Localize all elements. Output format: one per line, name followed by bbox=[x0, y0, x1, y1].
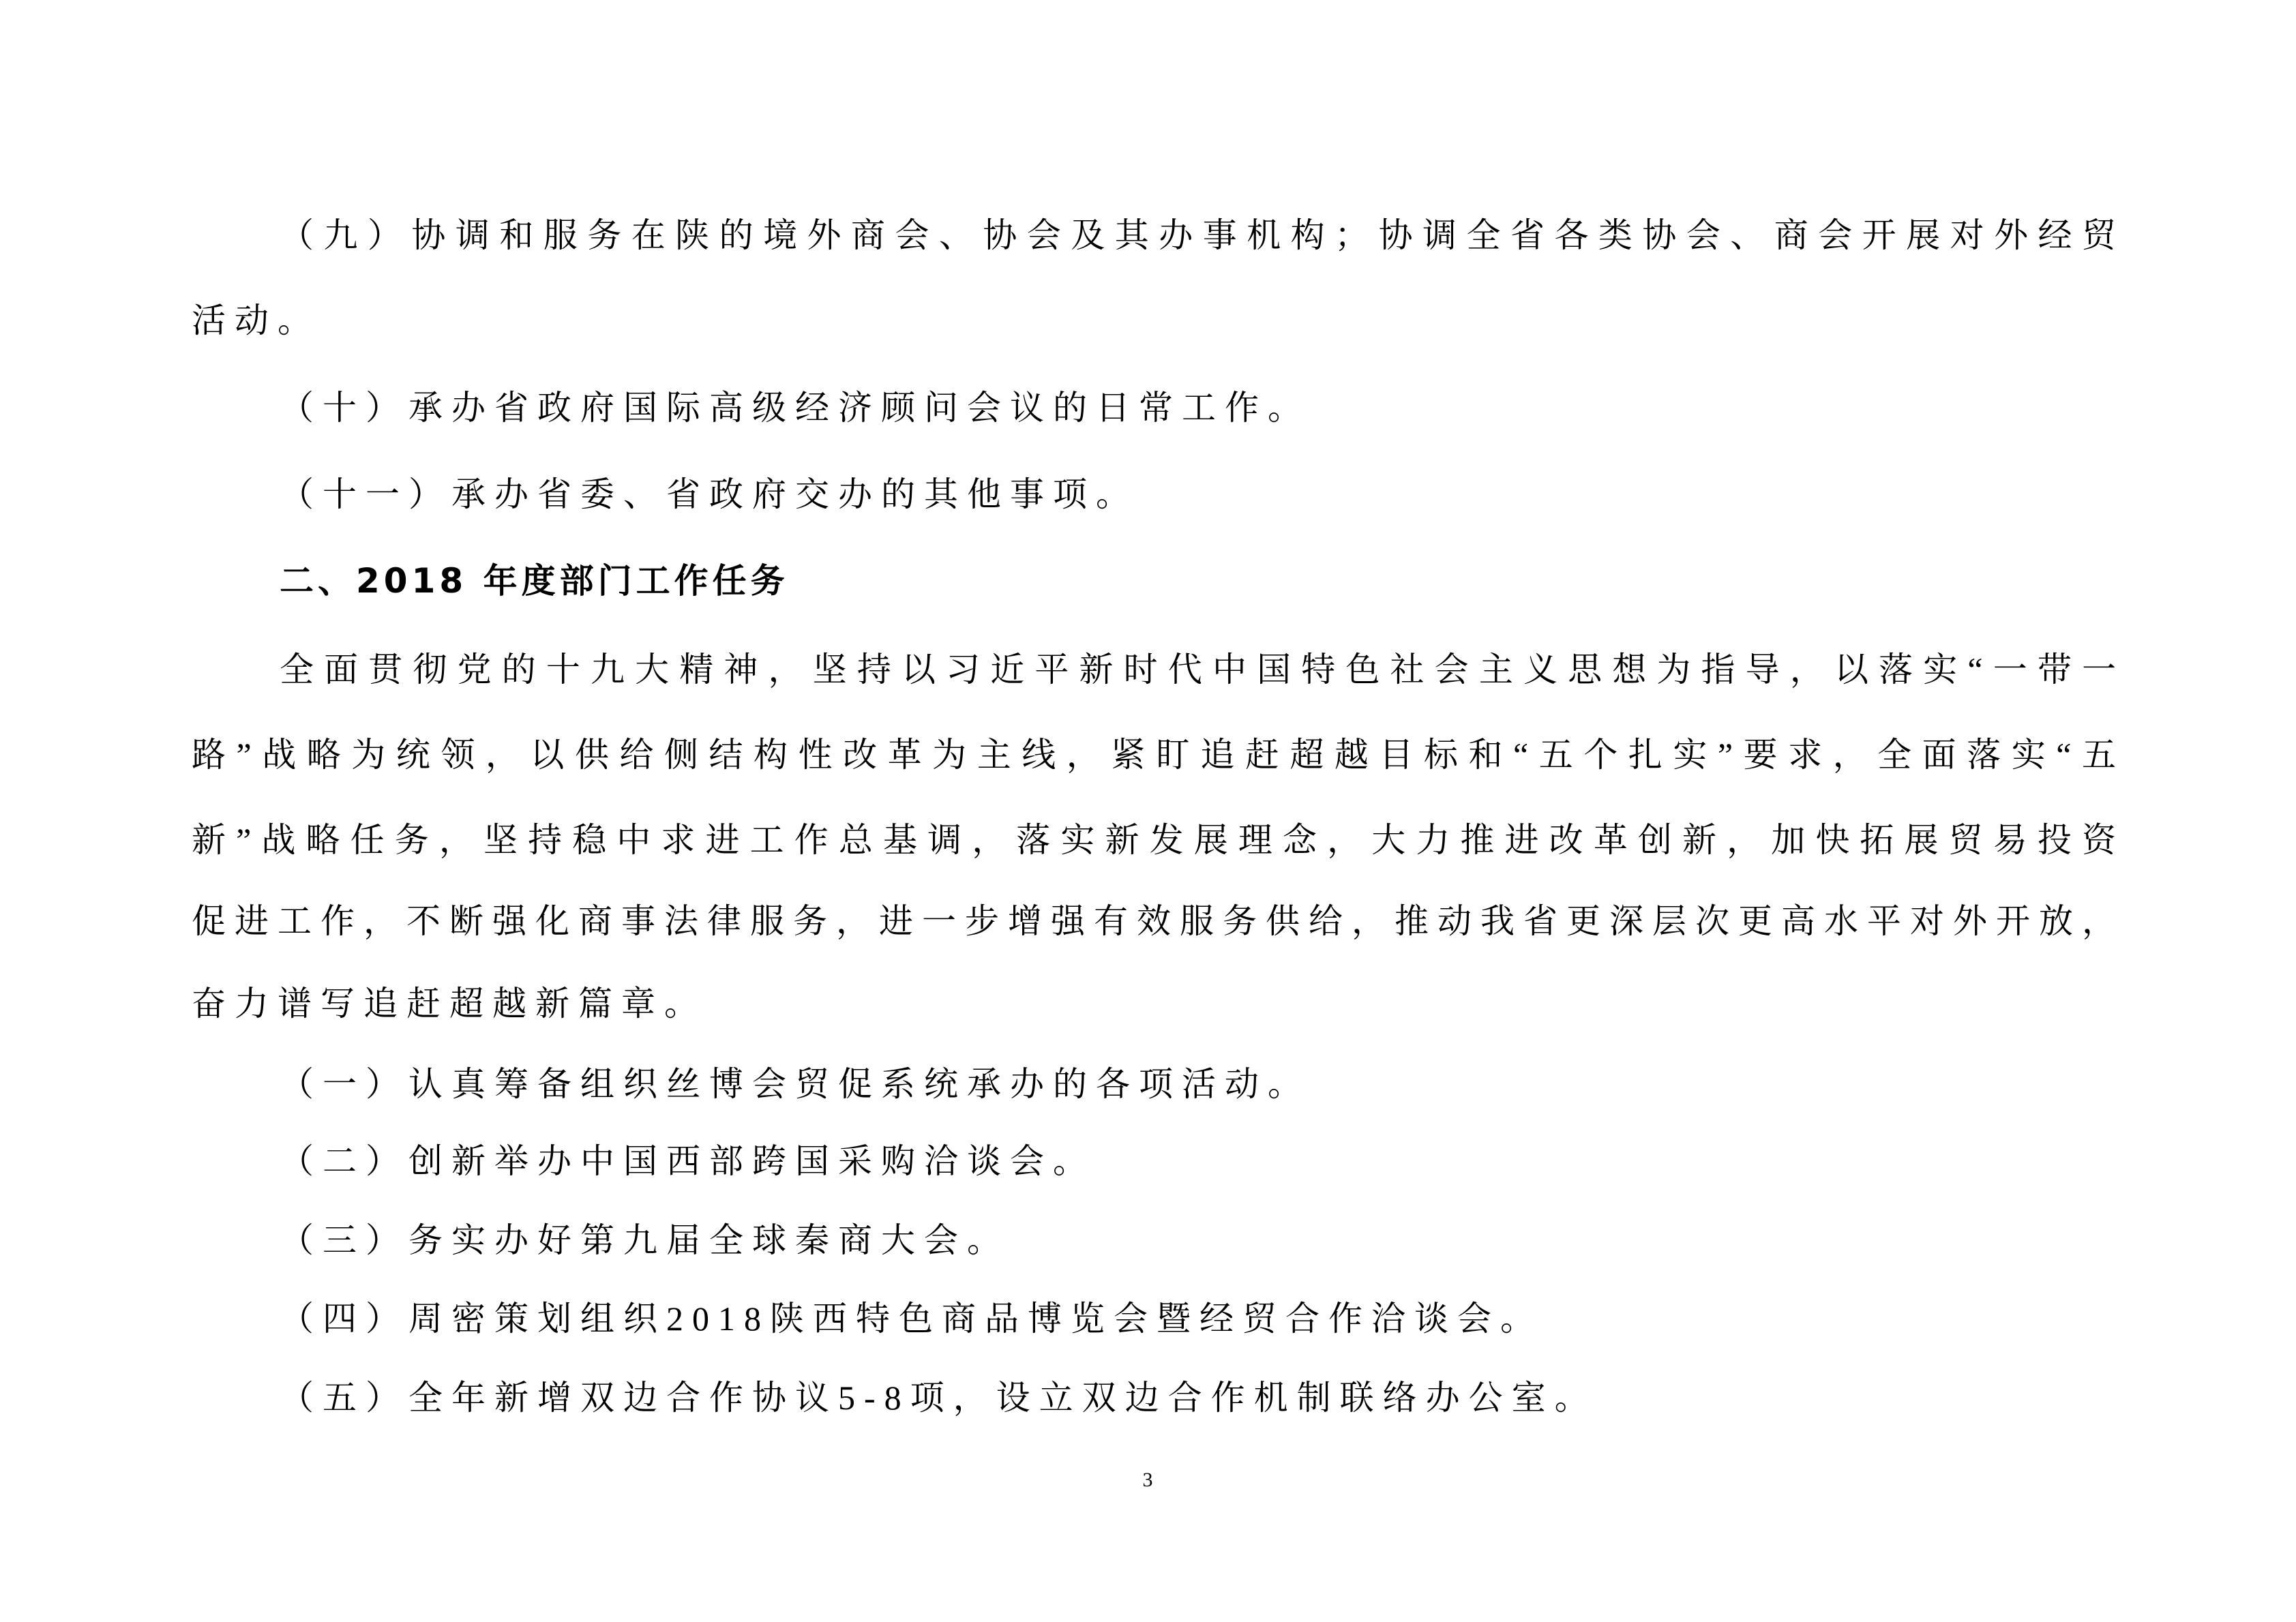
item-11: （十一）承办省委、省政府交办的其他事项。 bbox=[280, 475, 1139, 513]
page-number: 3 bbox=[1142, 1469, 1153, 1491]
task-item-2: （二）创新举办中国西部跨国采购洽谈会。 bbox=[280, 1142, 1096, 1180]
task-item-5: （五）全年新增双边合作协议5-8项，设立双边合作机制联络办公室。 bbox=[280, 1379, 1598, 1417]
item-10: （十）承办省政府国际高级经济顾问会议的日常工作。 bbox=[280, 389, 1311, 427]
intro-line-4: 促进工作，不断强化商事法律服务，进一步增强有效服务供给，推动我省更深层次更高水平对外开放， bbox=[192, 902, 2124, 940]
item-9-line-1: （九）协调和服务在陕的境外商会、协会及其办事机构；协调全省各类协会、商会开展对外经贸 bbox=[280, 216, 2124, 254]
task-item-4: （四）周密策划组织2018陕西特色商品博览会暨经贸合作洽谈会。 bbox=[280, 1300, 1543, 1338]
task-item-3: （三）务实办好第九届全球秦商大会。 bbox=[280, 1221, 1010, 1259]
section-2-heading: 二、2018 年度部门工作任务 bbox=[280, 561, 789, 601]
intro-line-3: 新”战略任务，坚持稳中求进工作总基调，落实新发展理念，大力推进改革创新，加快拓展贸易投资 bbox=[192, 821, 2124, 859]
intro-line-1: 全面贯彻党的十九大精神，坚持以习近平新时代中国特色社会主义思想为指导，以落实“一带一 bbox=[280, 650, 2124, 689]
intro-line-2: 路”战略为统领，以供给侧结构性改革为主线，紧盯追赶超越目标和“五个扎实”要求，全面落实“五 bbox=[192, 736, 2124, 774]
intro-line-5: 奋力谱写追赶超越新篇章。 bbox=[192, 985, 707, 1023]
task-item-1: （一）认真筹备组织丝博会贸促系统承办的各项活动。 bbox=[280, 1065, 1311, 1103]
item-9-line-2: 活动。 bbox=[192, 301, 320, 340]
